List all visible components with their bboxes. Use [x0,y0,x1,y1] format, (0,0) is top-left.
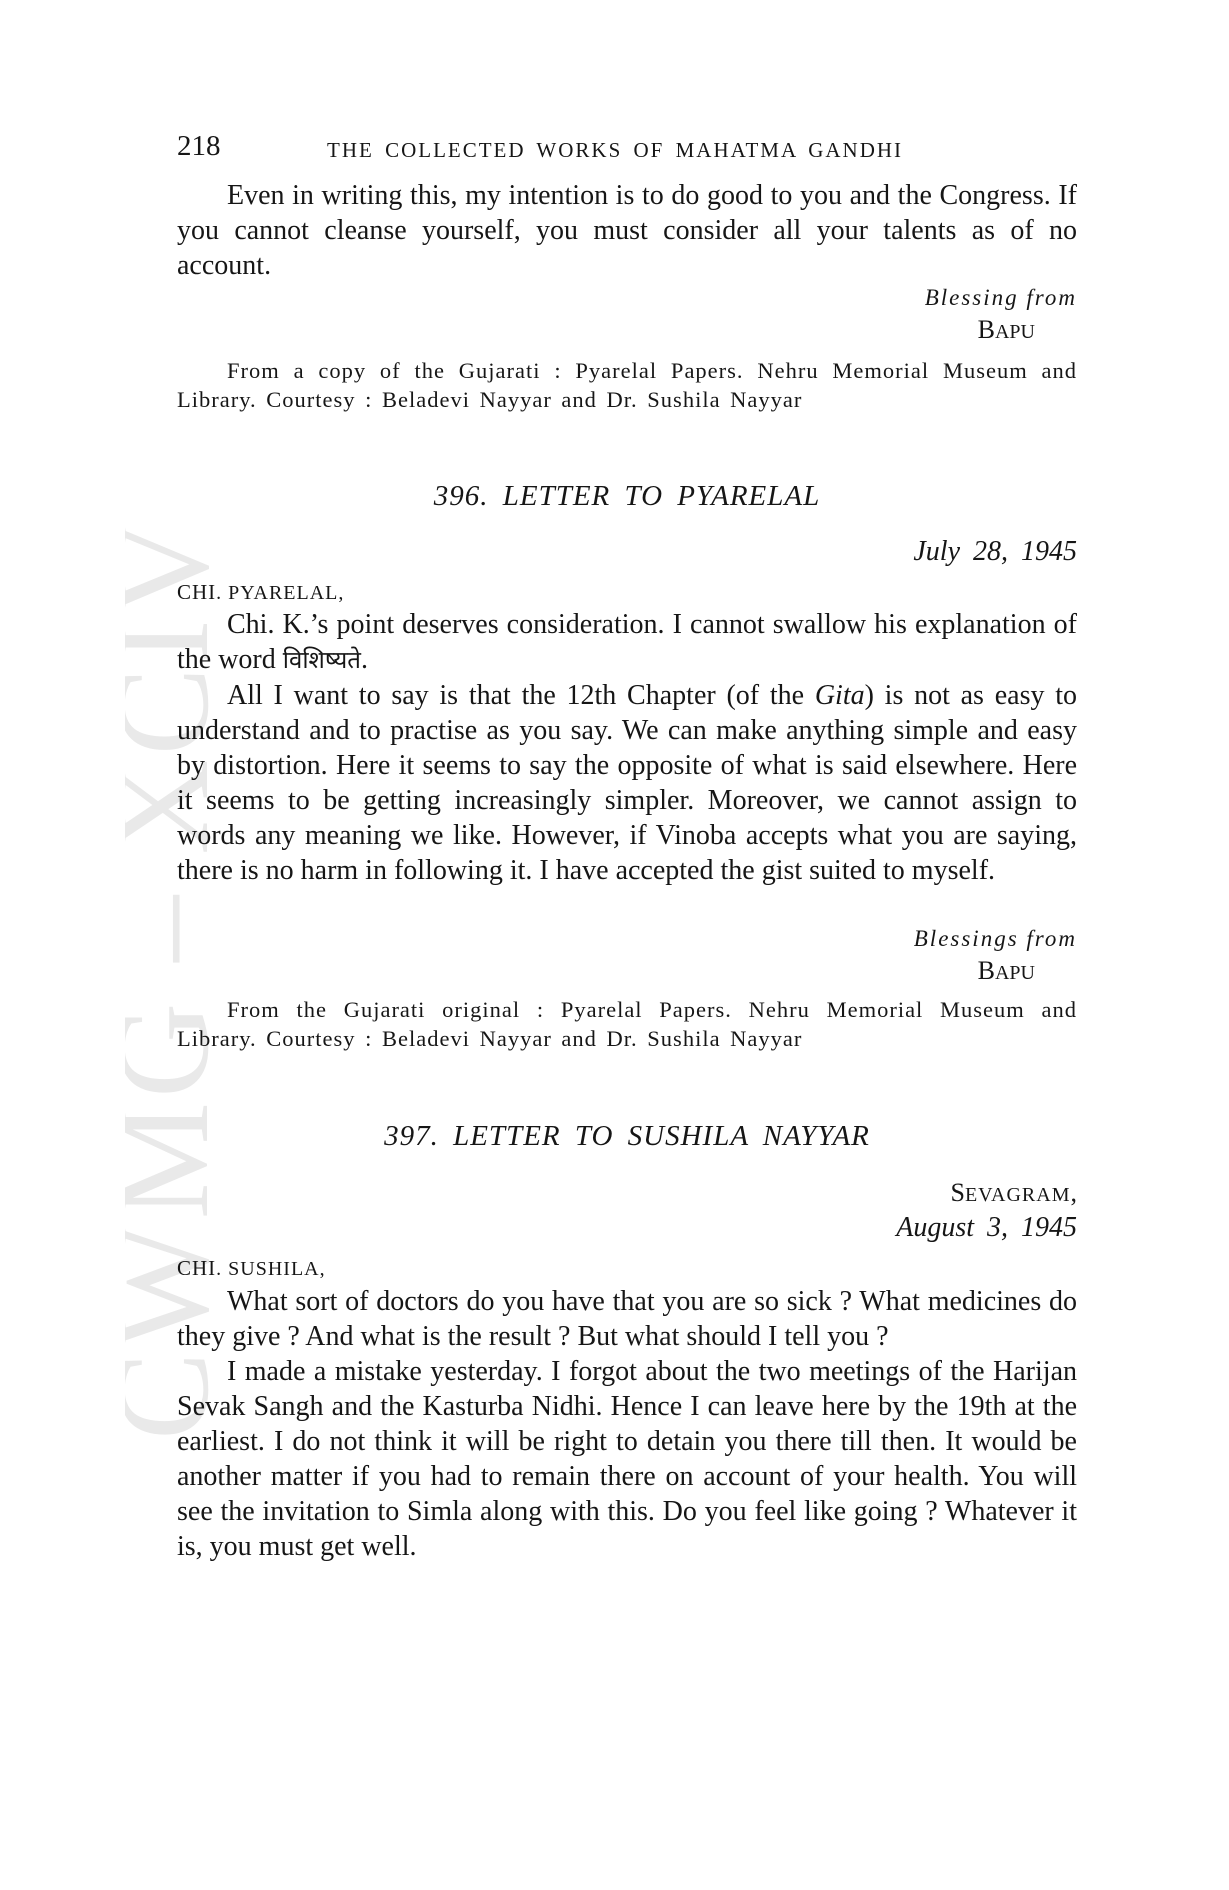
letter-396-closing: Blessings from [913,926,1077,951]
prev-letter-source-note: From a copy of the Gujarati : Pyarelal Papers. Nehru Memorial Museum and Library. Courtesy : Beladevi Nayyar and Dr. Sushila Nayyar [177,358,1077,412]
prev-letter-signature: BAPU [977,315,1035,344]
letter-396-paragraph-1 [177,607,1077,678]
prev-letter-source [177,356,1077,414]
letter-396-paragraph-1-end: . [360,644,368,675]
letter-396-signoff [177,923,1077,989]
prev-letter-closing: Blessing from [924,285,1077,310]
prev-letter-signoff [177,282,1077,348]
letter-396-salutation: CHI. PYARELAL, [177,580,345,604]
letter-397-place: SEVAGRAM, [950,1178,1077,1207]
letter-396-paragraph-2 [177,678,1077,888]
letter-397-date: August 3, 1945 [896,1212,1077,1243]
letter-396-date: July 28, 1945 [913,536,1077,567]
letter-397-salutation: CHI. SUSHILA, [177,1256,326,1280]
letter-396-paragraph-2-before: All I want to say is that the 12th Chapter (of the [227,680,815,711]
letter-396-heading: 396. LETTER TO PYARELAL [433,480,821,512]
prev-letter-body [177,178,1077,283]
running-title: THE COLLECTED WORKS OF MAHATMA GANDHI [327,138,904,162]
watermark-text: CWMG XCIV [125,516,225,1440]
letter-396-paragraph-1-text: Chi. K.’s point deserves consideration. I cannot swallow his explanation of the word [177,609,1077,675]
sanskrit-word: विशिष्यते [282,646,361,674]
prev-letter-paragraph: Even in writing this, my intention is to do good to you and the Congress. If you cannot cleanse yourself, you must consider all your talents as of no account. [177,180,1077,281]
letter-397-paragraph-1: What sort of doctors do you have that you are so sick ? What medicines do they give ? And what is the result ? But what should I tell you ? [177,1286,1077,1352]
letter-397-heading: 397. LETTER TO SUSHILA NAYYAR [384,1120,870,1152]
letter-397-paragraph-2: I made a mistake yesterday. I forgot about the two meetings of the Harijan Sevak Sangh and the Kasturba Nidhi. Hence I can leave here by the 19th at the earliest. I do not think it will be right to detain you there till then. It would be another matter if you had to remain there on account of your health. You will see the invitation to Simla along with this. Do you feel like going ? Whatever it is, you must get well. [177,1356,1077,1562]
gita-title: Gita [814,680,865,711]
letter-396-signature: BAPU [977,956,1035,985]
page-number: 218 [177,130,221,162]
running-head [177,130,1077,170]
letter-396-paragraph-2-after: ) is not as easy to understand and to practise as you say. We can make anything simple and easy by distortion. Here it seems to say the opposite of what is said elsewhere. Here it seems to be getting increasingly simpler. Moreover, we cannot assign to words any meaning we like. However, if Vinoba accepts what you are saying, there is no harm in following it. I have accepted the gist suited to myself. [177,680,1077,886]
letter-396-body [177,607,1077,888]
letter-396-source-note: From the Gujarati original : Pyarelal Papers. Nehru Memorial Museum and Library. Courtesy : Beladevi Nayyar and Dr. Sushila Nayyar [177,997,1077,1051]
letter-397-body [177,1284,1077,1564]
letter-396-source [177,995,1077,1053]
